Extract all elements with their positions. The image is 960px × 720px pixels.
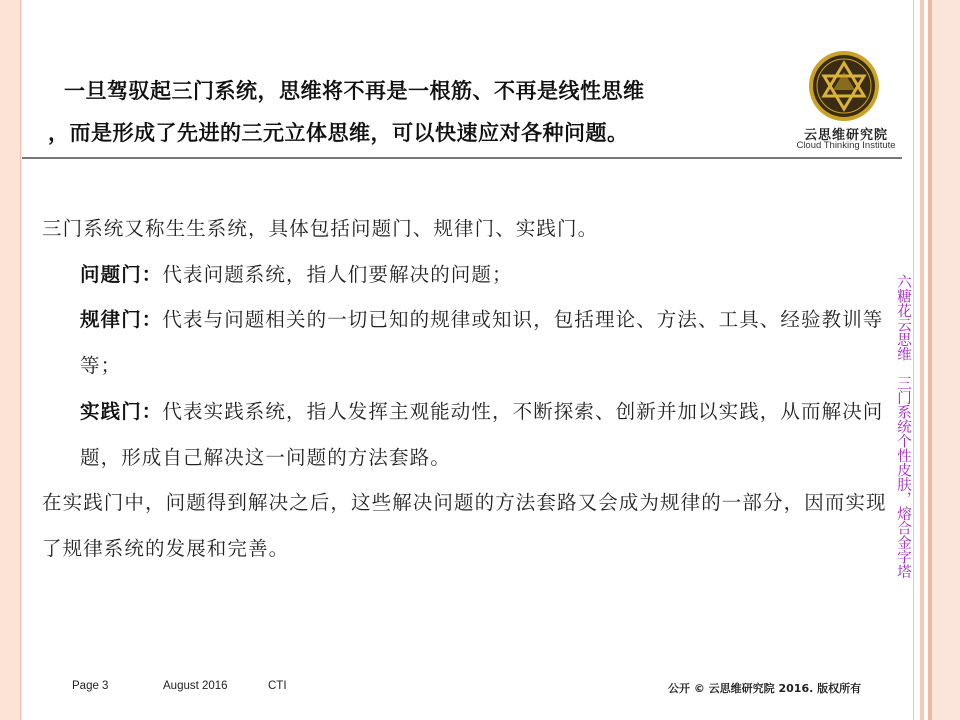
desc-law-gate: 代表与问题相关的一切已知的规律或知识，包括理论、方法、工具、经验教训等等； xyxy=(80,308,884,378)
list-item-practice-gate xyxy=(42,389,888,480)
footer-date: August 2016 xyxy=(163,680,228,692)
headline-line-2: ，而是形成了先进的三元立体思维，可以快速应对各种问题。 xyxy=(48,121,629,145)
intro-paragraph: 三门系统又称生生系统，具体包括问题门、规律门、实践门。 xyxy=(42,217,599,240)
slide-body xyxy=(42,206,888,572)
list-item-law-gate xyxy=(42,297,888,388)
desc-problem-gate: 代表问题系统，指人们要解决的问题； xyxy=(162,262,513,286)
logo-name: 云思维研究院 xyxy=(803,128,888,143)
slide-headline xyxy=(48,70,768,154)
footer-page-number: Page 3 xyxy=(72,680,109,692)
right-stripe-decoration xyxy=(914,0,960,720)
side-note-vertical: 六糖花云思维 三门系统个性皮肤，熔合金字塔 xyxy=(895,274,911,579)
headline-line-1: 一旦驾驭起三门系统，思维将不再是一根筋、不再是线性思维 xyxy=(64,79,645,103)
term-law-gate: 规律门： xyxy=(80,308,163,332)
footer-copyright: 公开 © 云思维研究院 2016. 版权所有 xyxy=(668,682,862,695)
term-practice-gate: 实践门： xyxy=(80,399,163,423)
list-item-problem-gate xyxy=(42,252,888,298)
left-margin-decoration xyxy=(0,0,21,720)
conclusion-paragraph: 在实践门中，问题得到解决之后，这些解决问题的方法套路又会成为规律的一部分，因而实现了规律系统的发展和完善。 xyxy=(42,491,887,560)
header-divider xyxy=(22,157,902,159)
term-problem-gate: 问题门： xyxy=(80,262,163,286)
desc-practice-gate: 代表实践系统，指人发挥主观能动性，不断探索、创新并加以实践，从而解决问题，形成自己解决这一问题的方法套路。 xyxy=(80,399,884,469)
footer-organization: CTI xyxy=(268,680,287,692)
logo-subtitle: Cloud Thinking Institute xyxy=(796,140,896,151)
cloud-thinking-logo xyxy=(808,50,880,122)
